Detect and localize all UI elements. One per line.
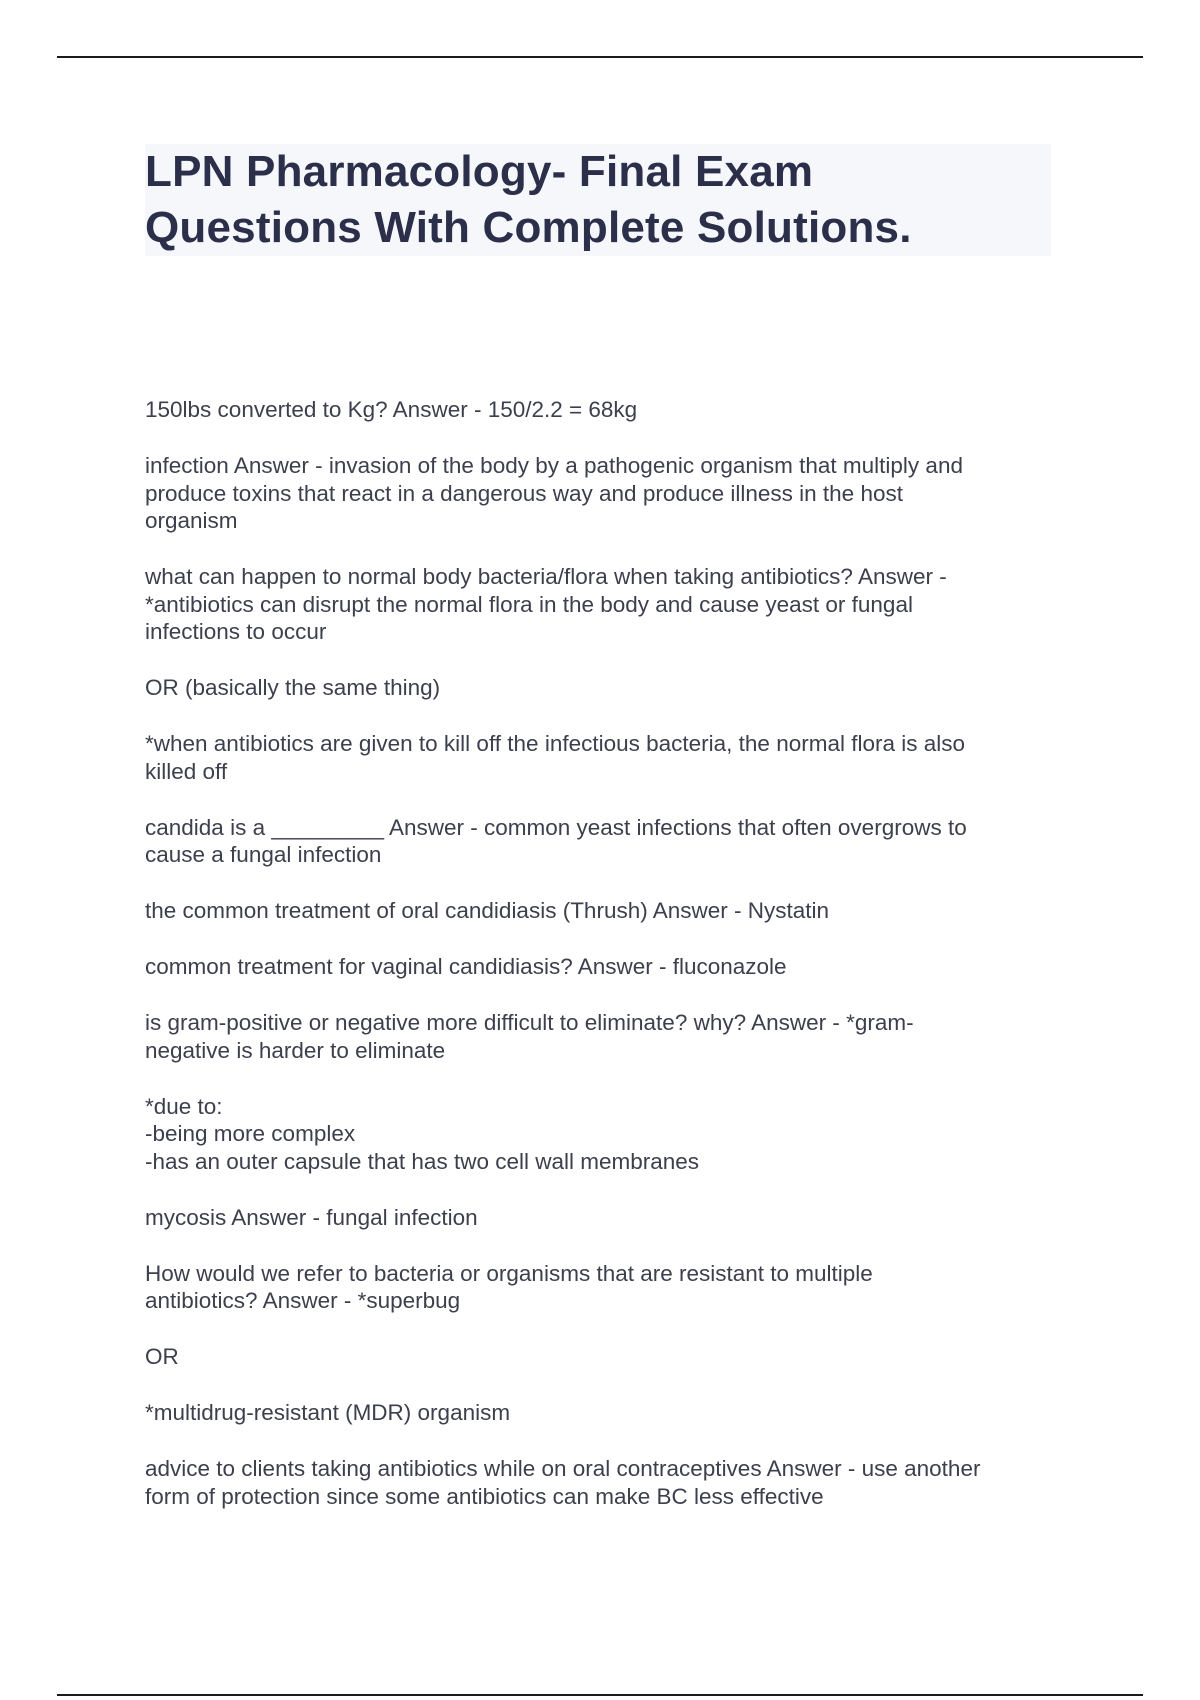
- text-line: cause a fungal infection: [145, 842, 382, 867]
- text-line: 150lbs converted to Kg? Answer - 150/2.2 = 68kg: [145, 397, 638, 422]
- text-line: advice to clients taking antibiotics while on oral contraceptives Answer - use another: [145, 1456, 981, 1481]
- qa-paragraph: [145, 1343, 1050, 1371]
- document-title: [145, 144, 1051, 256]
- qa-paragraph: [145, 396, 1050, 424]
- qa-paragraph: [145, 1399, 1050, 1427]
- qa-paragraph: [145, 1455, 1050, 1510]
- qa-paragraph: [145, 1204, 1050, 1232]
- qa-paragraph: [145, 730, 1050, 785]
- qa-paragraph: [145, 563, 1050, 646]
- text-line: negative is harder to eliminate: [145, 1037, 446, 1063]
- text-line: *multidrug-resistant (MDR) organism: [145, 1400, 511, 1425]
- text-line: what can happen to normal body bacteria/flora when taking antibiotics? Answer -: [145, 564, 947, 589]
- text-line: organism: [145, 508, 238, 533]
- text-line: mycosis Answer - fungal infection: [145, 1204, 478, 1230]
- qa-paragraph: [145, 452, 1050, 535]
- qa-paragraph: [145, 1093, 1050, 1176]
- qa-paragraph: [145, 1009, 1050, 1064]
- text-line: *antibiotics can disrupt the normal flora in the body and cause yeast or fungal: [145, 591, 913, 617]
- text-line: How would we refer to bacteria or organisms that are resistant to multiple: [145, 1260, 873, 1286]
- text-line: killed off: [145, 758, 228, 784]
- qa-paragraph: [145, 674, 1050, 702]
- text-line: infection Answer - invasion of the body by a pathogenic organism that multiply and: [145, 453, 963, 478]
- qa-paragraph: [145, 1260, 1050, 1315]
- text-line: produce toxins that react in a dangerous way and produce illness in the host: [145, 480, 903, 506]
- qa-paragraph: [145, 953, 1050, 981]
- text-line: antibiotics? Answer - *superbug: [145, 1288, 461, 1313]
- text-line: OR: [145, 1344, 179, 1369]
- text-line: common treatment for vaginal candidiasis? Answer - fluconazole: [145, 954, 787, 979]
- document-body: [145, 396, 1050, 1539]
- text-line: OR (basically the same thing): [145, 675, 441, 700]
- title-line-1: LPN Pharmacology- Final Exam: [145, 147, 814, 196]
- text-line: -being more complex: [145, 1121, 356, 1146]
- text-line: -has an outer capsule that has two cell wall membranes: [145, 1148, 700, 1174]
- header-rule: [57, 56, 1143, 58]
- text-line: candida is a _________ Answer - common yeast infections that often overgrows to: [145, 814, 967, 840]
- text-line: is gram-positive or negative more difficult to eliminate? why? Answer - *gram-: [145, 1010, 914, 1035]
- text-line: *when antibiotics are given to kill off the infectious bacteria, the normal flora is also: [145, 731, 966, 756]
- footer-rule: [57, 1694, 1143, 1696]
- text-line: *due to:: [145, 1093, 223, 1119]
- text-line: form of protection since some antibiotics can make BC less effective: [145, 1483, 824, 1509]
- text-line: infections to occur: [145, 619, 327, 644]
- text-line: the common treatment of oral candidiasis (Thrush) Answer - Nystatin: [145, 898, 830, 923]
- title-line-2: Questions With Complete Solutions.: [145, 203, 912, 252]
- qa-paragraph: [145, 897, 1050, 925]
- qa-paragraph: [145, 814, 1050, 869]
